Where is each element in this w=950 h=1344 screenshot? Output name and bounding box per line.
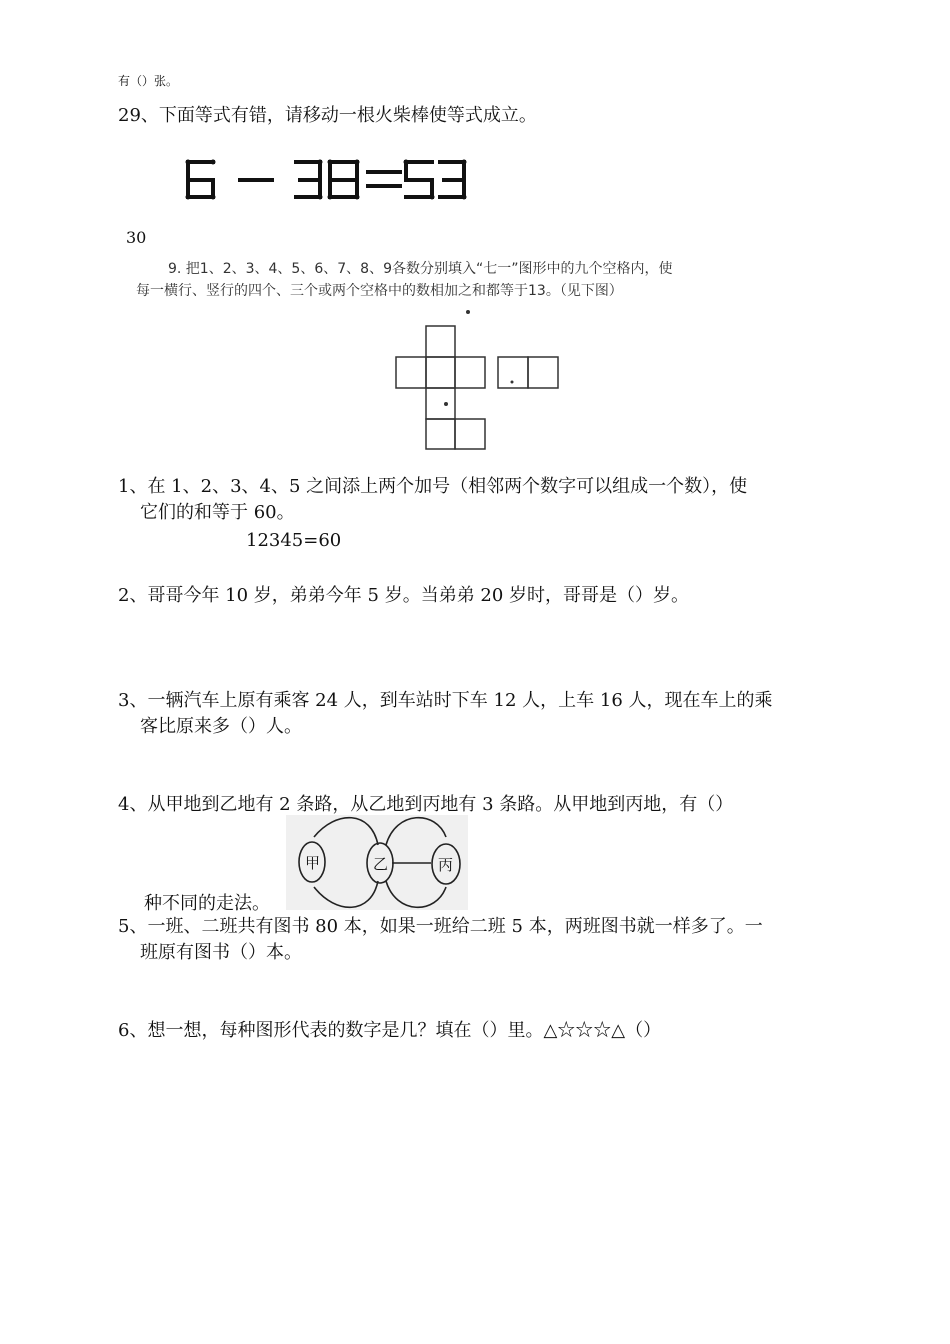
- question-6: 6、想一想，每种图形代表的数字是几？填在（）里。△☆☆☆△（）: [118, 1020, 662, 1041]
- question-4-line-1: 4、从甲地到乙地有 2 条路，从乙地到丙地有 3 条路。从甲地到丙地，有（）: [118, 794, 734, 815]
- place-bing: 丙: [438, 856, 454, 874]
- matchstick-equation: [180, 150, 480, 210]
- question-5-line-2: 班原有图书（）本。: [140, 942, 302, 963]
- scan-line-1: 9. 把1、2、3、4、5、6、7、8、9各数分别填入“七一”图形中的九个空格内，使: [168, 261, 673, 277]
- scan-line-2: 每一横行、竖行的四个、三个或两个空格中的数相加之和都等于13。（见下图）: [136, 283, 623, 299]
- place-yi: 乙: [373, 855, 389, 873]
- question-5-line-1: 5、一班、二班共有图书 80 本，如果一班给二班 5 本，两班图书就一样多了。一: [118, 916, 763, 937]
- qi-yi-grid-figure: [380, 300, 800, 460]
- question-3-line-1: 3、一辆汽车上原有乘客 24 人，到车站时下车 12 人，上车 16 人，现在车上的乘: [118, 690, 773, 711]
- question-4-line-2: 种不同的走法。: [144, 893, 270, 914]
- question-1-line-1: 1、在 1、2、3、4、5 之间添上两个加号（相邻两个数字可以组成一个数），使: [118, 476, 748, 497]
- question-2: 2、哥哥今年 10 岁，弟弟今年 5 岁。当弟弟 20 岁时，哥哥是（）岁。: [118, 585, 690, 606]
- question-29: 29、下面等式有错，请移动一根火柴棒使等式成立。: [118, 105, 537, 126]
- place-jia: 甲: [305, 854, 321, 872]
- question-1-expression: 12345=60: [246, 530, 342, 551]
- route-diagram: [286, 815, 468, 910]
- question-30-number: 30: [126, 228, 147, 247]
- question-3-line-2: 客比原来多（）人。: [140, 716, 302, 737]
- question-1-line-2: 它们的和等于 60。: [140, 502, 295, 523]
- top-fragment: 有（）张。: [118, 74, 179, 88]
